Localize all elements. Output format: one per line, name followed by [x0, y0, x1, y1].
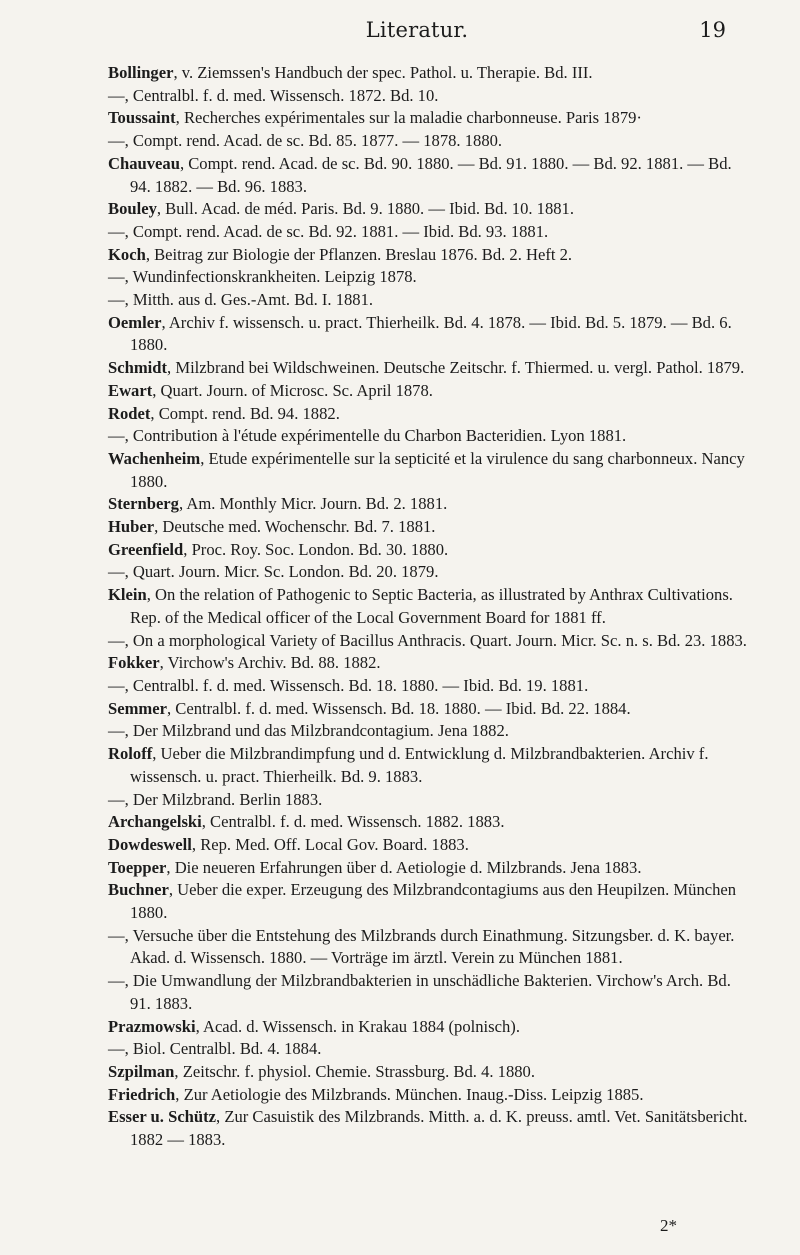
reference-entry	[108, 584, 748, 629]
reference-text: —, Versuche über die Entstehung des Milzbrands durch Einathmung. Sitzungsber. d. K. bayer. Akad. d. Wissensch. 1880. — Vorträge im ärztl. Verein zu München 1881.	[108, 925, 735, 968]
reference-text: , On the relation of Pathogenic to Septic Bacteria, as illustrated by Anthrax Cultivations. Rep. of the Medical officer of the Local Government Board for 1881 ff.	[130, 585, 733, 627]
reference-text: , Etude expérimentelle sur la septicité et la virulence du sang charbonneux. Nancy 1880.	[130, 448, 745, 491]
reference-list	[108, 62, 748, 1152]
reference-author: Huber	[108, 517, 155, 537]
reference-text: —, Quart. Journ. Micr. Sc. London. Bd. 20. 1879.	[108, 562, 439, 582]
signature-mark: 2*	[660, 1216, 677, 1235]
reference-text: , Centralbl. f. d. med. Wissensch. Bd. 18. 1880. — Ibid. Bd. 22. 1884.	[166, 698, 631, 718]
reference-text: —, Biol. Centralbl. Bd. 4. 1884.	[108, 1039, 322, 1059]
reference-text: —, On a morphological Variety of Bacillus Anthracis. Quart. Journ. Micr. Sc. n. s. Bd. 23. 1883.	[108, 630, 747, 650]
reference-entry	[108, 811, 748, 834]
reference-author: Klein	[108, 585, 147, 605]
reference-text: , Ueber die exper. Erzeugung des Milzbrandcontagiums aus den Heupilzen. München 1880.	[130, 880, 737, 923]
reference-text: —, Contribution à l'étude expérimentelle du Charbon Bacteridien. Lyon 1881.	[108, 426, 627, 446]
reference-text: , Zur Aetiologie des Milzbrands. München. Inaug.-Diss. Leipzig 1885.	[175, 1084, 644, 1104]
reference-author: Rodet	[108, 403, 151, 423]
reference-entry	[108, 539, 748, 562]
reference-author: Bouley	[108, 199, 157, 219]
reference-text: —, Der Milzbrand. Berlin 1883.	[108, 789, 323, 809]
reference-entry	[108, 85, 748, 108]
reference-entry	[108, 1016, 748, 1039]
reference-author: Koch	[108, 244, 146, 264]
reference-author: Prazmowski	[108, 1016, 196, 1036]
reference-text: —, Centralbl. f. d. med. Wissensch. 1872. Bd. 10.	[108, 85, 439, 105]
reference-text: , Proc. Roy. Soc. London. Bd. 30. 1880.	[183, 539, 449, 559]
reference-entry	[108, 448, 748, 493]
reference-text: , Compt. rend. Acad. de sc. Bd. 90. 1880. — Bd. 91. 1880. — Bd. 92. 1881. — Bd. 94. 1882. — Bd. 96. 1883.	[130, 153, 732, 196]
reference-entry	[108, 244, 748, 267]
reference-text: , Centralbl. f. d. med. Wissensch. 1882. 1883.	[201, 812, 505, 832]
reference-text: —, Der Milzbrand und das Milzbrandcontagium. Jena 1882.	[108, 721, 509, 741]
reference-text: , Deutsche med. Wochenschr. Bd. 7. 1881.	[154, 517, 436, 537]
reference-entry	[108, 834, 748, 857]
reference-entry	[108, 789, 748, 812]
reference-entry	[108, 107, 748, 130]
reference-entry	[108, 425, 748, 448]
reference-text: —, Compt. rend. Acad. de sc. Bd. 92. 1881. — Ibid. Bd. 93. 1881.	[108, 221, 549, 241]
reference-author: Oemler	[108, 312, 162, 332]
reference-entry	[108, 266, 748, 289]
reference-entry	[108, 380, 748, 403]
reference-text: , Zeitschr. f. physiol. Chemie. Strassburg. Bd. 4. 1880.	[174, 1061, 535, 1081]
reference-author: Greenfield	[108, 539, 184, 559]
reference-entry	[108, 153, 748, 198]
reference-author: Sternberg	[108, 494, 179, 514]
reference-text: —, Centralbl. f. d. med. Wissensch. Bd. 18. 1880. — Ibid. Bd. 19. 1881.	[108, 675, 589, 695]
reference-entry	[108, 130, 748, 153]
reference-entry	[108, 289, 748, 312]
reference-entry	[108, 720, 748, 743]
reference-text: , Ueber die Milzbrandimpfung und d. Entwicklung d. Milzbrandbakterien. Archiv f. wissensch. u. pract. Thierheilk. Bd. 9. 1883.	[130, 744, 709, 786]
reference-text: , Am. Monthly Micr. Journ. Bd. 2. 1881.	[178, 494, 448, 514]
reference-entry	[108, 1061, 748, 1084]
reference-author: Wachenheim	[108, 448, 201, 468]
reference-entry	[108, 879, 748, 924]
reference-author: Esser u. Schütz	[108, 1107, 217, 1127]
reference-text: —, Wundinfectionskrankheiten. Leipzig 1878.	[108, 267, 417, 287]
reference-text: , Beitrag zur Biologie der Pflanzen. Breslau 1876. Bd. 2. Heft 2.	[145, 244, 573, 264]
reference-entry	[108, 630, 748, 653]
reference-text: , Rep. Med. Off. Local Gov. Board. 1883.	[191, 834, 469, 854]
reference-text: , Acad. d. Wissensch. in Krakau 1884 (polnisch).	[195, 1016, 520, 1036]
reference-entry	[108, 857, 748, 880]
reference-author: Roloff	[108, 744, 153, 764]
reference-author: Bollinger	[108, 63, 174, 82]
reference-entry	[108, 221, 748, 244]
reference-text: —, Mitth. aus d. Ges.-Amt. Bd. I. 1881.	[108, 290, 374, 310]
reference-entry	[108, 357, 748, 380]
reference-entry	[108, 743, 748, 788]
reference-text: , Bull. Acad. de méd. Paris. Bd. 9. 1880. — Ibid. Bd. 10. 1881.	[156, 199, 575, 219]
reference-entry	[108, 925, 748, 970]
reference-text: , Compt. rend. Bd. 94. 1882.	[150, 403, 340, 423]
reference-text: , Die neueren Erfahrungen über d. Aetiologie d. Milzbrands. Jena 1883.	[166, 857, 642, 877]
reference-text: , Virchow's Archiv. Bd. 88. 1882.	[159, 653, 381, 673]
running-title: Literatur.	[365, 18, 469, 42]
reference-entry	[108, 1106, 748, 1151]
page-number: 19	[699, 18, 726, 42]
reference-entry	[108, 561, 748, 584]
reference-entry	[108, 62, 748, 85]
reference-entry	[108, 675, 748, 698]
reference-author: Dowdeswell	[108, 834, 192, 854]
reference-text: , Milzbrand bei Wildschweinen. Deutsche Zeitschr. f. Thiermed. u. vergl. Pathol. 1879.	[167, 358, 745, 378]
reference-text: , Zur Casuistik des Milzbrands. Mitth. a. d. K. preuss. amtl. Vet. Sanitätsbericht. 1882 — 1883.	[130, 1107, 748, 1150]
page-header	[108, 18, 726, 52]
reference-text: —, Compt. rend. Acad. de sc. Bd. 85. 1877. — 1878. 1880.	[108, 131, 503, 151]
reference-text: , Archiv f. wissensch. u. pract. Thierheilk. Bd. 4. 1878. — Ibid. Bd. 5. 1879. — Bd. 6. 1880.	[130, 312, 732, 355]
reference-text: , Quart. Journ. of Microsc. Sc. April 1878.	[152, 380, 433, 400]
reference-entry	[108, 198, 748, 221]
reference-entry	[108, 516, 748, 539]
reference-author: Toepper	[108, 857, 167, 877]
reference-author: Szpilman	[108, 1061, 175, 1081]
reference-text: , Recherches expérimentales sur la maladie charbonneuse. Paris 1879·	[175, 108, 642, 128]
reference-text: , v. Ziemssen's Handbuch der spec. Pathol. u. Therapie. Bd. III.	[173, 63, 593, 82]
reference-author: Fokker	[108, 653, 160, 673]
reference-entry	[108, 652, 748, 675]
reference-entry	[108, 1084, 748, 1107]
reference-author: Ewart	[108, 380, 153, 400]
reference-author: Friedrich	[108, 1084, 176, 1104]
reference-entry	[108, 312, 748, 357]
reference-entry	[108, 698, 748, 721]
reference-entry	[108, 1038, 748, 1061]
reference-author: Schmidt	[108, 358, 168, 378]
reference-author: Buchner	[108, 880, 169, 900]
reference-author: Semmer	[108, 698, 167, 718]
reference-author: Archangelski	[108, 812, 202, 832]
reference-author: Toussaint	[108, 108, 176, 128]
reference-entry	[108, 493, 748, 516]
reference-text: —, Die Umwandlung der Milzbrandbakterien in unschädliche Bakterien. Virchow's Arch. Bd. 91. 1883.	[108, 971, 731, 1013]
reference-author: Chauveau	[108, 153, 180, 173]
reference-entry	[108, 403, 748, 426]
reference-entry	[108, 970, 748, 1015]
